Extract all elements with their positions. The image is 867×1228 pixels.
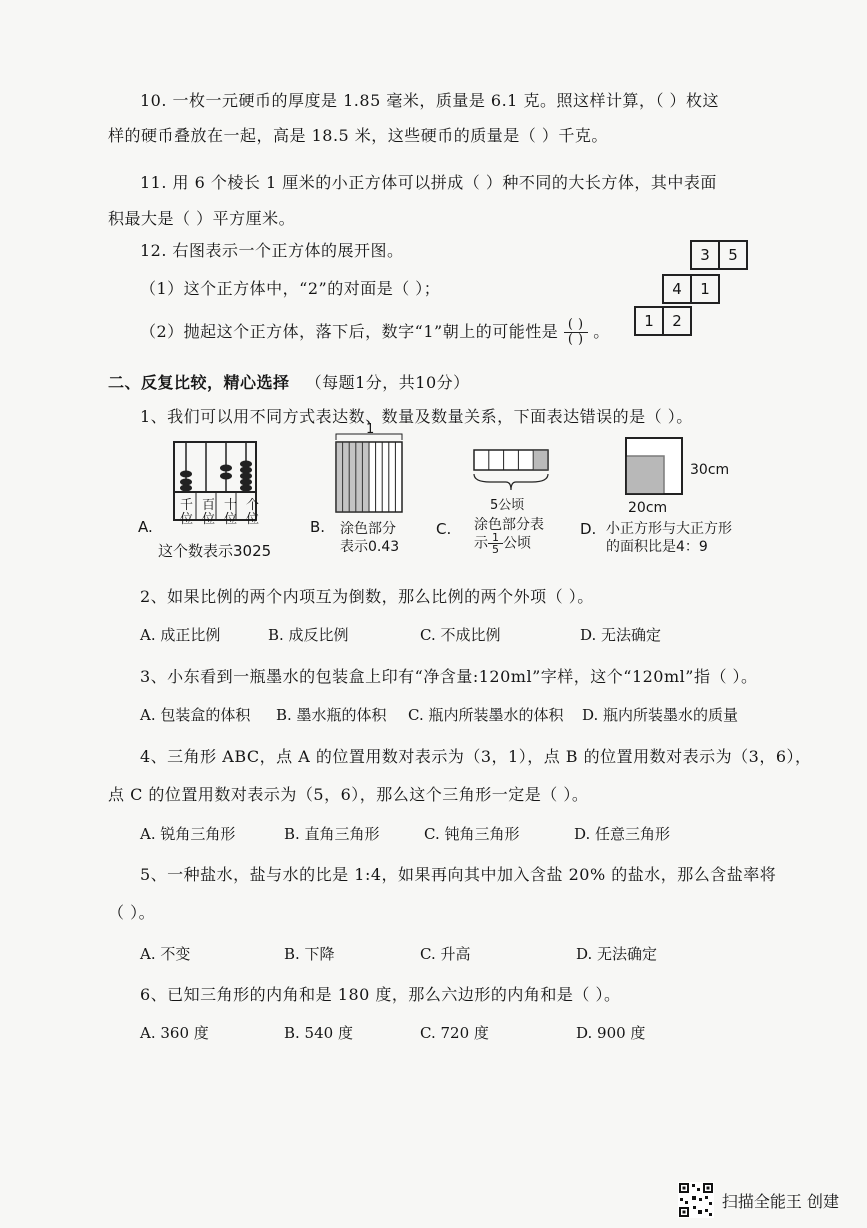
c1-option-a-text: 这个数表示3025 [158,542,272,560]
decimal-grid-illustration [332,430,406,514]
section2-heading [108,370,470,393]
c4-option-c: C. 钝角三角形 [424,825,520,843]
c1-option-c-text2-post: 公顷 [503,535,531,552]
abacus-label: 位 [180,512,203,527]
c1-option-b-text2: 表示0.43 [340,539,400,555]
c5-option-d: D. 无法确定 [576,945,658,963]
section2-note: （每题1分，共10分） [305,373,470,392]
c4-option-d: D. 任意三角形 [574,825,671,843]
watermark-text: 扫描全能王 创建 [721,1191,839,1211]
c3-option-b: B. 墨水瓶的体积 [276,706,387,724]
q11-line1: 11. 用 6 个棱长 1 厘米的小正方体可以拼成（ ）种不同的大长方体，其中表面 [140,173,717,192]
q12-sub1: （1）这个正方体中，“2”的对面是（ ）； [140,279,441,298]
c2-option-a: A. 成正比例 [140,626,221,644]
abacus-label: 位 [224,512,247,527]
c6-stem: 6、已知三角形的内角和是 180 度，那么六边形的内角和是（ ）。 [140,985,621,1004]
c4-option-a: A. 锐角三角形 [140,825,236,843]
c4-line2: 点 C 的位置用数对表示为（5，6），那么这个三角形一定是（ ）。 [108,785,589,804]
net-empty [634,274,664,304]
probability-fraction [564,318,588,347]
c3-option-a: A. 包装盒的体积 [140,706,251,724]
c1-option-c-text2 [474,532,531,555]
c1-option-d-text1: 小正方形与大正方形 [606,521,732,537]
c5-line1: 5、一种盐水，盐与水的比是 1:4，如果再向其中加入含盐 20% 的盐水，那么含盐率将 [140,865,777,884]
hectare-bar-illustration [470,446,552,496]
c1-option-b-text1: 涂色部分 [340,521,396,537]
net-cell: 5 [718,240,748,270]
c2-option-b: B. 成反比例 [268,626,349,644]
c1-option-d-bottom: 20cm [628,500,668,516]
abacus-label: 十 [224,498,247,513]
q12-line1: 12. 右图表示一个正方体的展开图。 [140,241,404,260]
c3-option-c: C. 瓶内所装墨水的体积 [408,706,564,724]
fraction-numerator: 1 [488,532,503,544]
c3-stem: 3、小东看到一瓶墨水的包装盒上印有“净含量:120ml”字样，这个“120ml”指（ ）。 [140,667,758,686]
c5-line2: （ ）。 [108,903,156,922]
c4-line1: 4、三角形 ABC，点 A 的位置用数对表示为（3，1），点 B 的位置用数对表示为（3，6）， [140,747,812,766]
cube-net [628,240,754,340]
c1-option-b-top: 1 [366,422,375,437]
c1-option-d-label: D. [580,520,597,538]
one-fifth-fraction [488,532,503,555]
c6-option-a: A. 360 度 [140,1024,209,1042]
c6-option-b: B. 540 度 [284,1024,353,1042]
c1-option-c-text2-pre: 示 [474,535,488,552]
qr-code-icon [678,1182,714,1218]
c2-stem: 2、如果比例的两个内项互为倒数，那么比例的两个外项（ ）。 [140,587,594,606]
abacus-label: 百 [202,498,225,513]
c1-option-c-label: C. [436,520,452,538]
abacus-label: 位 [246,512,269,527]
abacus-place-row2 [180,508,268,527]
q10-line2: 样的硬币叠放在一起，高是 18.5 米，这些硬币的质量是（ ）千克。 [108,126,608,145]
abacus-label: 位 [202,512,225,527]
c1-option-d-text2: 的面积比是4：9 [606,539,708,555]
c1-option-b-label: B. [310,518,326,536]
q12-sub2-suffix: 。 [593,322,610,341]
net-cell: 2 [662,306,692,336]
net-cell: 1 [634,306,664,336]
q10-line1: 10. 一枚一元硬币的厚度是 1.85 毫米，质量是 6.1 克。照这样计算，（ ）枚这 [140,91,720,110]
c3-option-d: D. 瓶内所装墨水的质量 [582,706,739,724]
fraction-denominator: 5 [492,543,499,556]
fraction-denominator: ( ) [567,332,584,347]
c6-option-c: C. 720 度 [420,1024,489,1042]
squares-illustration [622,434,686,498]
c1-option-c-text1: 涂色部分表 [474,517,544,533]
c1-option-d-side: 30cm [690,462,730,478]
c5-option-a: A. 不变 [140,945,191,963]
abacus-label: 千 [180,498,203,513]
q12-sub2-prefix: （2）抛起这个正方体，落下后，数字“1”朝上的可能性是 [140,322,559,341]
c4-option-b: B. 直角三角形 [284,825,380,843]
abacus-label: 个 [246,498,269,513]
c5-option-b: B. 下降 [284,945,335,963]
c1-option-c-brace: 5公顷 [490,498,525,513]
c2-option-d: D. 无法确定 [580,626,662,644]
c1-option-a-label: A. [138,518,153,536]
fraction-numerator: ( ) [564,318,588,333]
c5-option-c: C. 升高 [420,945,471,963]
scanner-watermark [678,1182,839,1218]
net-cell: 3 [690,240,720,270]
c6-option-d: D. 900 度 [576,1024,646,1042]
c2-option-c: C. 不成比例 [420,626,501,644]
c1-stem: 1、我们可以用不同方式表达数、数量及数量关系，下面表达错误的是（ ）。 [140,407,693,426]
q11-line2: 积最大是（ ）平方厘米。 [108,209,296,228]
section2-title: 二、反复比较，精心选择 [108,373,290,392]
net-cell: 1 [690,274,720,304]
q12-sub2 [140,318,610,347]
net-cell: 4 [662,274,692,304]
